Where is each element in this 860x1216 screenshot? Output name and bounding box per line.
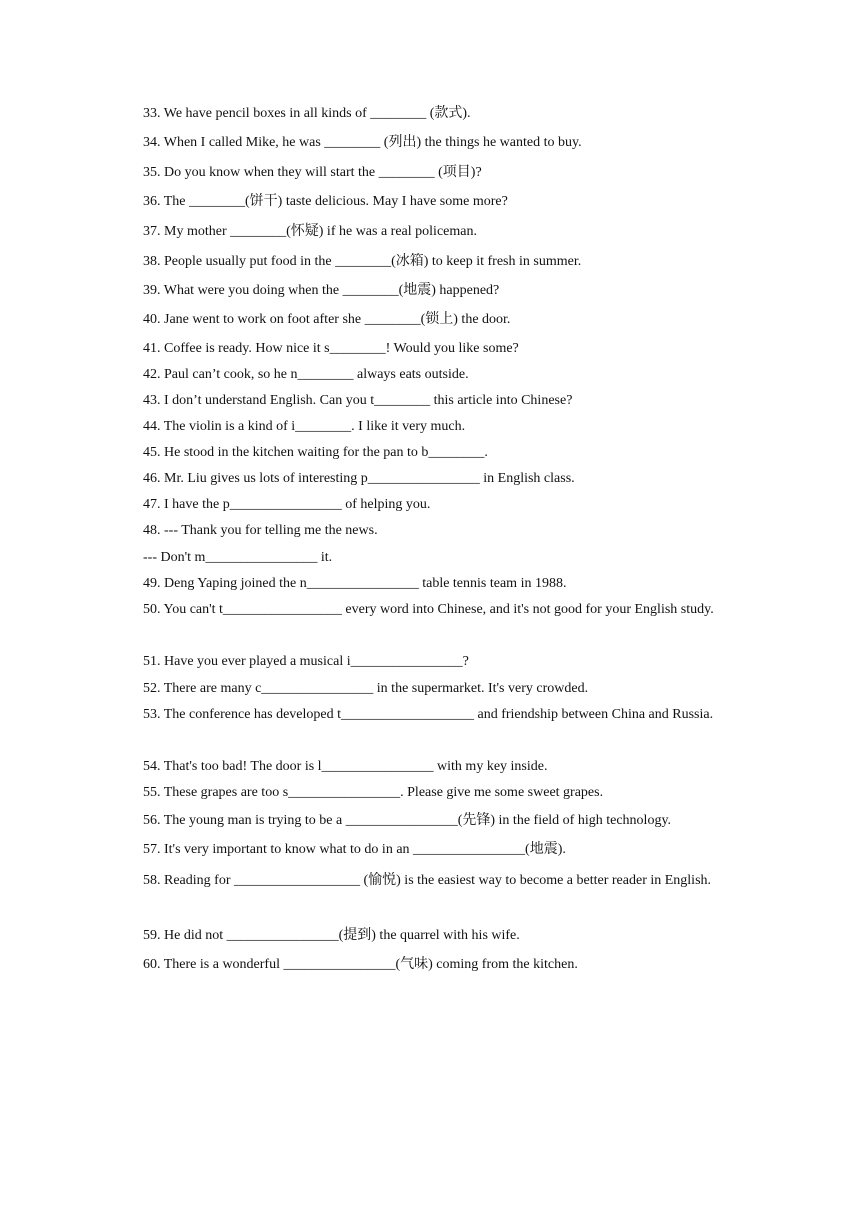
question-text: 38. People usually put food in the ________(冰箱) to keep it fresh in summer.: [143, 254, 582, 269]
question-42: [130, 362, 730, 388]
question-59: [130, 923, 730, 949]
question-text: 40. Jane went to work on foot after she ________(锁上) the door.: [143, 312, 511, 327]
question-text: 52. There are many c________________ in the supermarket. It's very crowded.: [143, 681, 589, 696]
question-text: 59. He did not ________________(提到) the quarrel with his wife.: [143, 928, 520, 943]
question-text: 43. I don’t understand English. Can you t________ this article into Chinese?: [143, 393, 573, 408]
question-text: 58. Reading for __________________ (愉悦) is the easiest way to become a better reader in English.: [143, 873, 712, 888]
question-text: --- Don't m________________ it.: [143, 550, 333, 565]
question-43: [130, 388, 730, 414]
question-text: 56. The young man is trying to be a ________________(先锋) in the field of high technology.: [143, 813, 672, 828]
question-36: [130, 189, 730, 215]
question-50: [130, 597, 730, 623]
question-text: 39. What were you doing when the ________(地震) happened?: [143, 283, 500, 298]
question-57: [130, 837, 730, 863]
question-text: 47. I have the p________________ of helping you.: [143, 497, 431, 512]
question-text: 60. There is a wonderful ________________(气味) coming from the kitchen.: [143, 957, 578, 972]
question-40: [130, 307, 730, 333]
question-46: [130, 466, 730, 492]
question-text: 54. That's too bad! The door is l________________ with my key inside.: [143, 759, 548, 774]
question-56: [130, 808, 730, 834]
question-text: 45. He stood in the kitchen waiting for the pan to b________.: [143, 445, 488, 460]
question-text: 36. The ________(饼干) taste delicious. May I have some more?: [143, 194, 508, 209]
question-48: [130, 518, 730, 544]
question-text: 53. The conference has developed t___________________ and friendship between China and Russia.: [143, 707, 714, 722]
question-35: [130, 160, 730, 186]
question-44: [130, 414, 730, 440]
question-text: 50. You can't t_________________ every word into Chinese, and it's not good for your English study.: [143, 602, 714, 617]
question-text: 34. When I called Mike, he was ________ (列出) the things he wanted to buy.: [143, 135, 582, 150]
question-47: [130, 492, 730, 518]
question-text: 57. It's very important to know what to do in an ________________(地震).: [143, 842, 566, 857]
question-39: [130, 278, 730, 304]
question-48-reply: [130, 545, 730, 571]
question-text: 46. Mr. Liu gives us lots of interesting p________________ in English class.: [143, 471, 575, 486]
question-51: [130, 649, 730, 675]
question-text: 41. Coffee is ready. How nice it s________! Would you like some?: [143, 341, 519, 356]
question-text: 55. These grapes are too s________________. Please give me some sweet grapes.: [143, 785, 604, 800]
question-45: [130, 440, 730, 466]
question-54: [130, 754, 730, 780]
question-text: 51. Have you ever played a musical i________________?: [143, 654, 469, 669]
question-37: [130, 219, 730, 245]
question-text: 48. --- Thank you for telling me the news.: [143, 523, 378, 538]
question-55: [130, 780, 730, 806]
question-41: [130, 336, 730, 362]
question-text: 42. Paul can’t cook, so he n________ always eats outside.: [143, 367, 469, 382]
question-53: [130, 702, 730, 728]
question-text: 44. The violin is a kind of i________. I like it very much.: [143, 419, 466, 434]
question-34: [130, 130, 730, 156]
question-49: [130, 571, 730, 597]
question-text: 49. Deng Yaping joined the n________________ table tennis team in 1988.: [143, 576, 567, 591]
question-58: [130, 867, 730, 895]
question-text: 37. My mother ________(怀疑) if he was a real policeman.: [143, 224, 477, 239]
question-60: [130, 952, 730, 978]
question-33: [130, 101, 730, 127]
question-text: 33. We have pencil boxes in all kinds of ________ (款式).: [143, 106, 471, 121]
question-52: [130, 676, 730, 702]
question-text: 35. Do you know when they will start the ________ (项目)?: [143, 165, 482, 180]
question-38: [130, 249, 730, 275]
